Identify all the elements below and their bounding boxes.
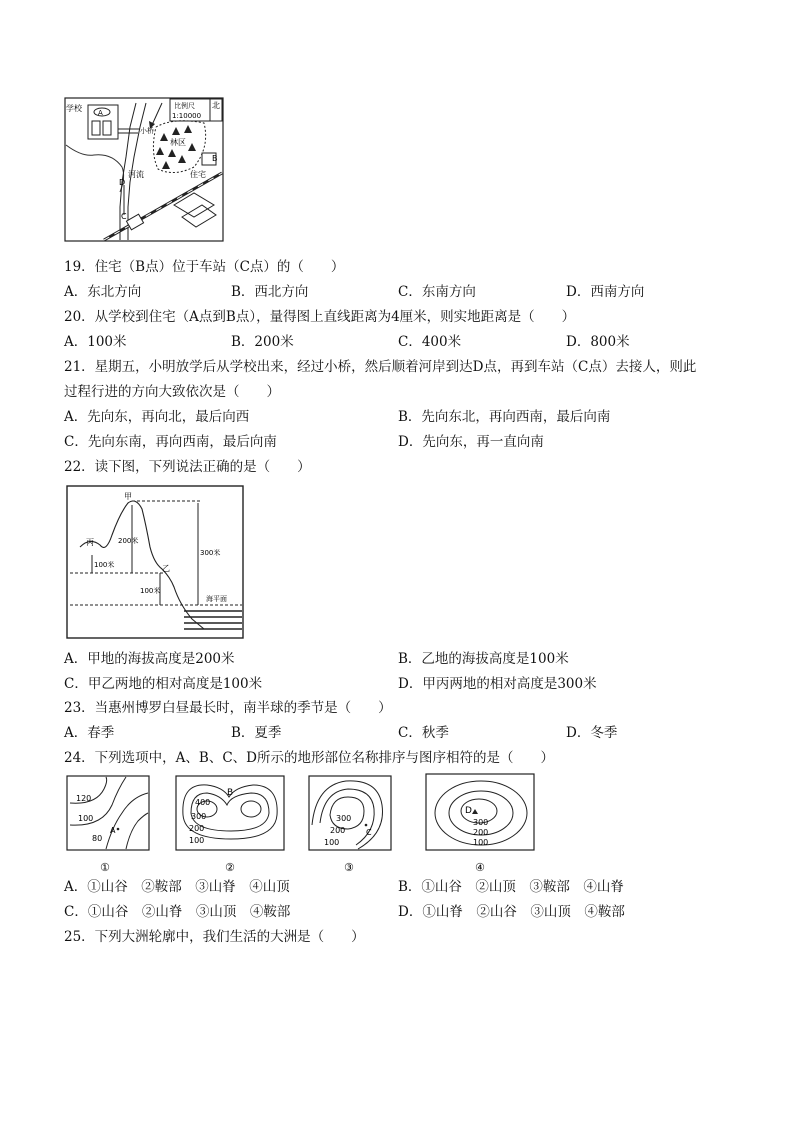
c2-index: ② <box>225 861 235 874</box>
q23-stem: 23．当惠州博罗白昼最长时，南半球的季节是（ ） <box>64 700 392 716</box>
elevation-profile-figure <box>66 485 244 639</box>
q22-option-a[interactable]: A．甲地的海拔高度是200米 <box>64 651 235 667</box>
q20-option-b[interactable]: B．200米 <box>231 334 294 350</box>
q21-option-d[interactable]: D．先向东，再一直向南 <box>398 434 544 450</box>
map-point-d: D <box>119 178 126 187</box>
map-residence-label: 住宅 <box>190 170 206 179</box>
contour-map-3 <box>308 775 394 877</box>
c3-200: 200 <box>330 826 346 835</box>
q20-option-d[interactable]: D．800米 <box>566 334 630 350</box>
q20-option-a[interactable]: A．100米 <box>64 334 127 350</box>
c4-100: 100 <box>473 838 489 847</box>
c4-200: 200 <box>473 828 489 837</box>
map-point-c: C <box>121 212 127 221</box>
c2-400: 400 <box>195 798 211 807</box>
contour-map-4 <box>425 773 537 877</box>
map-scale-value: 1:10000 <box>172 112 202 120</box>
c1-point-a: A <box>110 826 116 835</box>
q21-stem-line1: 21．星期五，小明放学后从学校出来，经过小桥，然后顺着河岸到达D点，再到车站（C点）去接人，则此 <box>64 359 697 375</box>
q21-stem-line2: 过程行进的方向大致依次是（ ） <box>64 384 280 400</box>
c1-80: 80 <box>92 834 103 843</box>
map-school-label: 学校 <box>66 104 82 113</box>
c3-index: ③ <box>344 861 354 874</box>
profile-200m-label: 200米 <box>118 537 139 545</box>
map-point-a: A <box>98 109 103 117</box>
q24-option-b[interactable]: B．①山谷 ②山顶 ③鞍部 ④山脊 <box>398 879 624 895</box>
q19-option-a[interactable]: A．东北方向 <box>64 284 142 300</box>
q25-stem: 25．下列大洲轮廓中，我们生活的大洲是（ ） <box>64 929 365 945</box>
c3-point-c: C <box>366 828 372 837</box>
q23-option-c[interactable]: C．秋季 <box>398 725 449 741</box>
map-point-b: B <box>212 154 218 163</box>
contour-map-4-figure <box>425 773 537 877</box>
c1-120: 120 <box>76 794 92 803</box>
q19-option-c[interactable]: C．东南方向 <box>398 284 476 300</box>
profile-100m-lower-label: 100米 <box>140 587 161 595</box>
c2-point-b: B <box>227 788 234 798</box>
contour-map-2-figure <box>175 775 287 877</box>
q23-option-d[interactable]: D．冬季 <box>566 725 618 741</box>
map-north-label: 北 <box>212 101 220 110</box>
q22-option-c[interactable]: C．甲乙两地的相对高度是100米 <box>64 676 263 692</box>
profile-bing-label: 丙 <box>86 538 94 547</box>
c1-100: 100 <box>78 814 94 823</box>
school-map-figure <box>64 97 224 242</box>
q19-option-d[interactable]: D．西南方向 <box>566 284 645 300</box>
profile-300m-label: 300米 <box>200 549 221 557</box>
profile-sea-level-label: 海平面 <box>206 595 227 603</box>
q24-option-a[interactable]: A．①山谷 ②鞍部 ③山脊 ④山顶 <box>64 879 290 895</box>
contour-map-3-figure <box>308 775 394 877</box>
profile-100m-left-label: 100米 <box>94 561 115 569</box>
c4-index: ④ <box>475 861 485 874</box>
q21-option-b[interactable]: B．先向东北，再向西南，最后向南 <box>398 409 611 425</box>
c4-point-d: D <box>465 806 472 816</box>
map-scale-title: 比例尺 <box>174 102 195 110</box>
q22-stem: 22．读下图，下列说法正确的是（ ） <box>64 459 311 475</box>
c3-300: 300 <box>336 814 352 823</box>
q19-option-b[interactable]: B．西北方向 <box>231 284 309 300</box>
q24-option-c[interactable]: C．①山谷 ②山脊 ③山顶 ④鞍部 <box>64 904 291 920</box>
map-forest-label: 林区 <box>170 138 186 147</box>
profile-yi-label: 乙 <box>162 564 170 573</box>
q20-option-c[interactable]: C．400米 <box>398 334 462 350</box>
q23-option-a[interactable]: A．春季 <box>64 725 115 741</box>
map-bridge-label: 小桥 <box>140 127 154 135</box>
c4-300: 300 <box>473 818 489 827</box>
q24-option-d[interactable]: D．①山脊 ②山谷 ③山顶 ④鞍部 <box>398 904 625 920</box>
c3-100: 100 <box>324 838 340 847</box>
q24-stem: 24．下列选项中，A、B、C、D所示的地形部位名称排序与图序相符的是（ ） <box>64 750 555 766</box>
c2-200: 200 <box>189 824 205 833</box>
elevation-profile <box>66 485 244 639</box>
contour-map-2 <box>175 775 287 877</box>
q22-option-b[interactable]: B．乙地的海拔高度是100米 <box>398 651 569 667</box>
profile-jia-label: 甲 <box>124 492 132 501</box>
q21-option-a[interactable]: A．先向东，再向北，最后向西 <box>64 409 250 425</box>
q20-stem: 20．从学校到住宅（A点到B点），量得图上直线距离为4厘米，则实地距离是（ ） <box>64 309 576 325</box>
map-river-label: 河流 <box>128 170 144 179</box>
contour-map-1 <box>66 775 152 877</box>
q19-stem: 19．住宅（B点）位于车站（C点）的（ ） <box>64 259 345 275</box>
c2-300: 300 <box>191 812 207 821</box>
q22-option-d[interactable]: D．甲丙两地的相对高度是300米 <box>398 676 597 692</box>
contour-map-1-figure <box>66 775 152 877</box>
school-map <box>64 97 224 242</box>
c1-index: ① <box>100 861 110 874</box>
q23-option-b[interactable]: B．夏季 <box>231 725 282 741</box>
q21-option-c[interactable]: C．先向东南，再向西南，最后向南 <box>64 434 277 450</box>
c2-100: 100 <box>189 836 205 845</box>
